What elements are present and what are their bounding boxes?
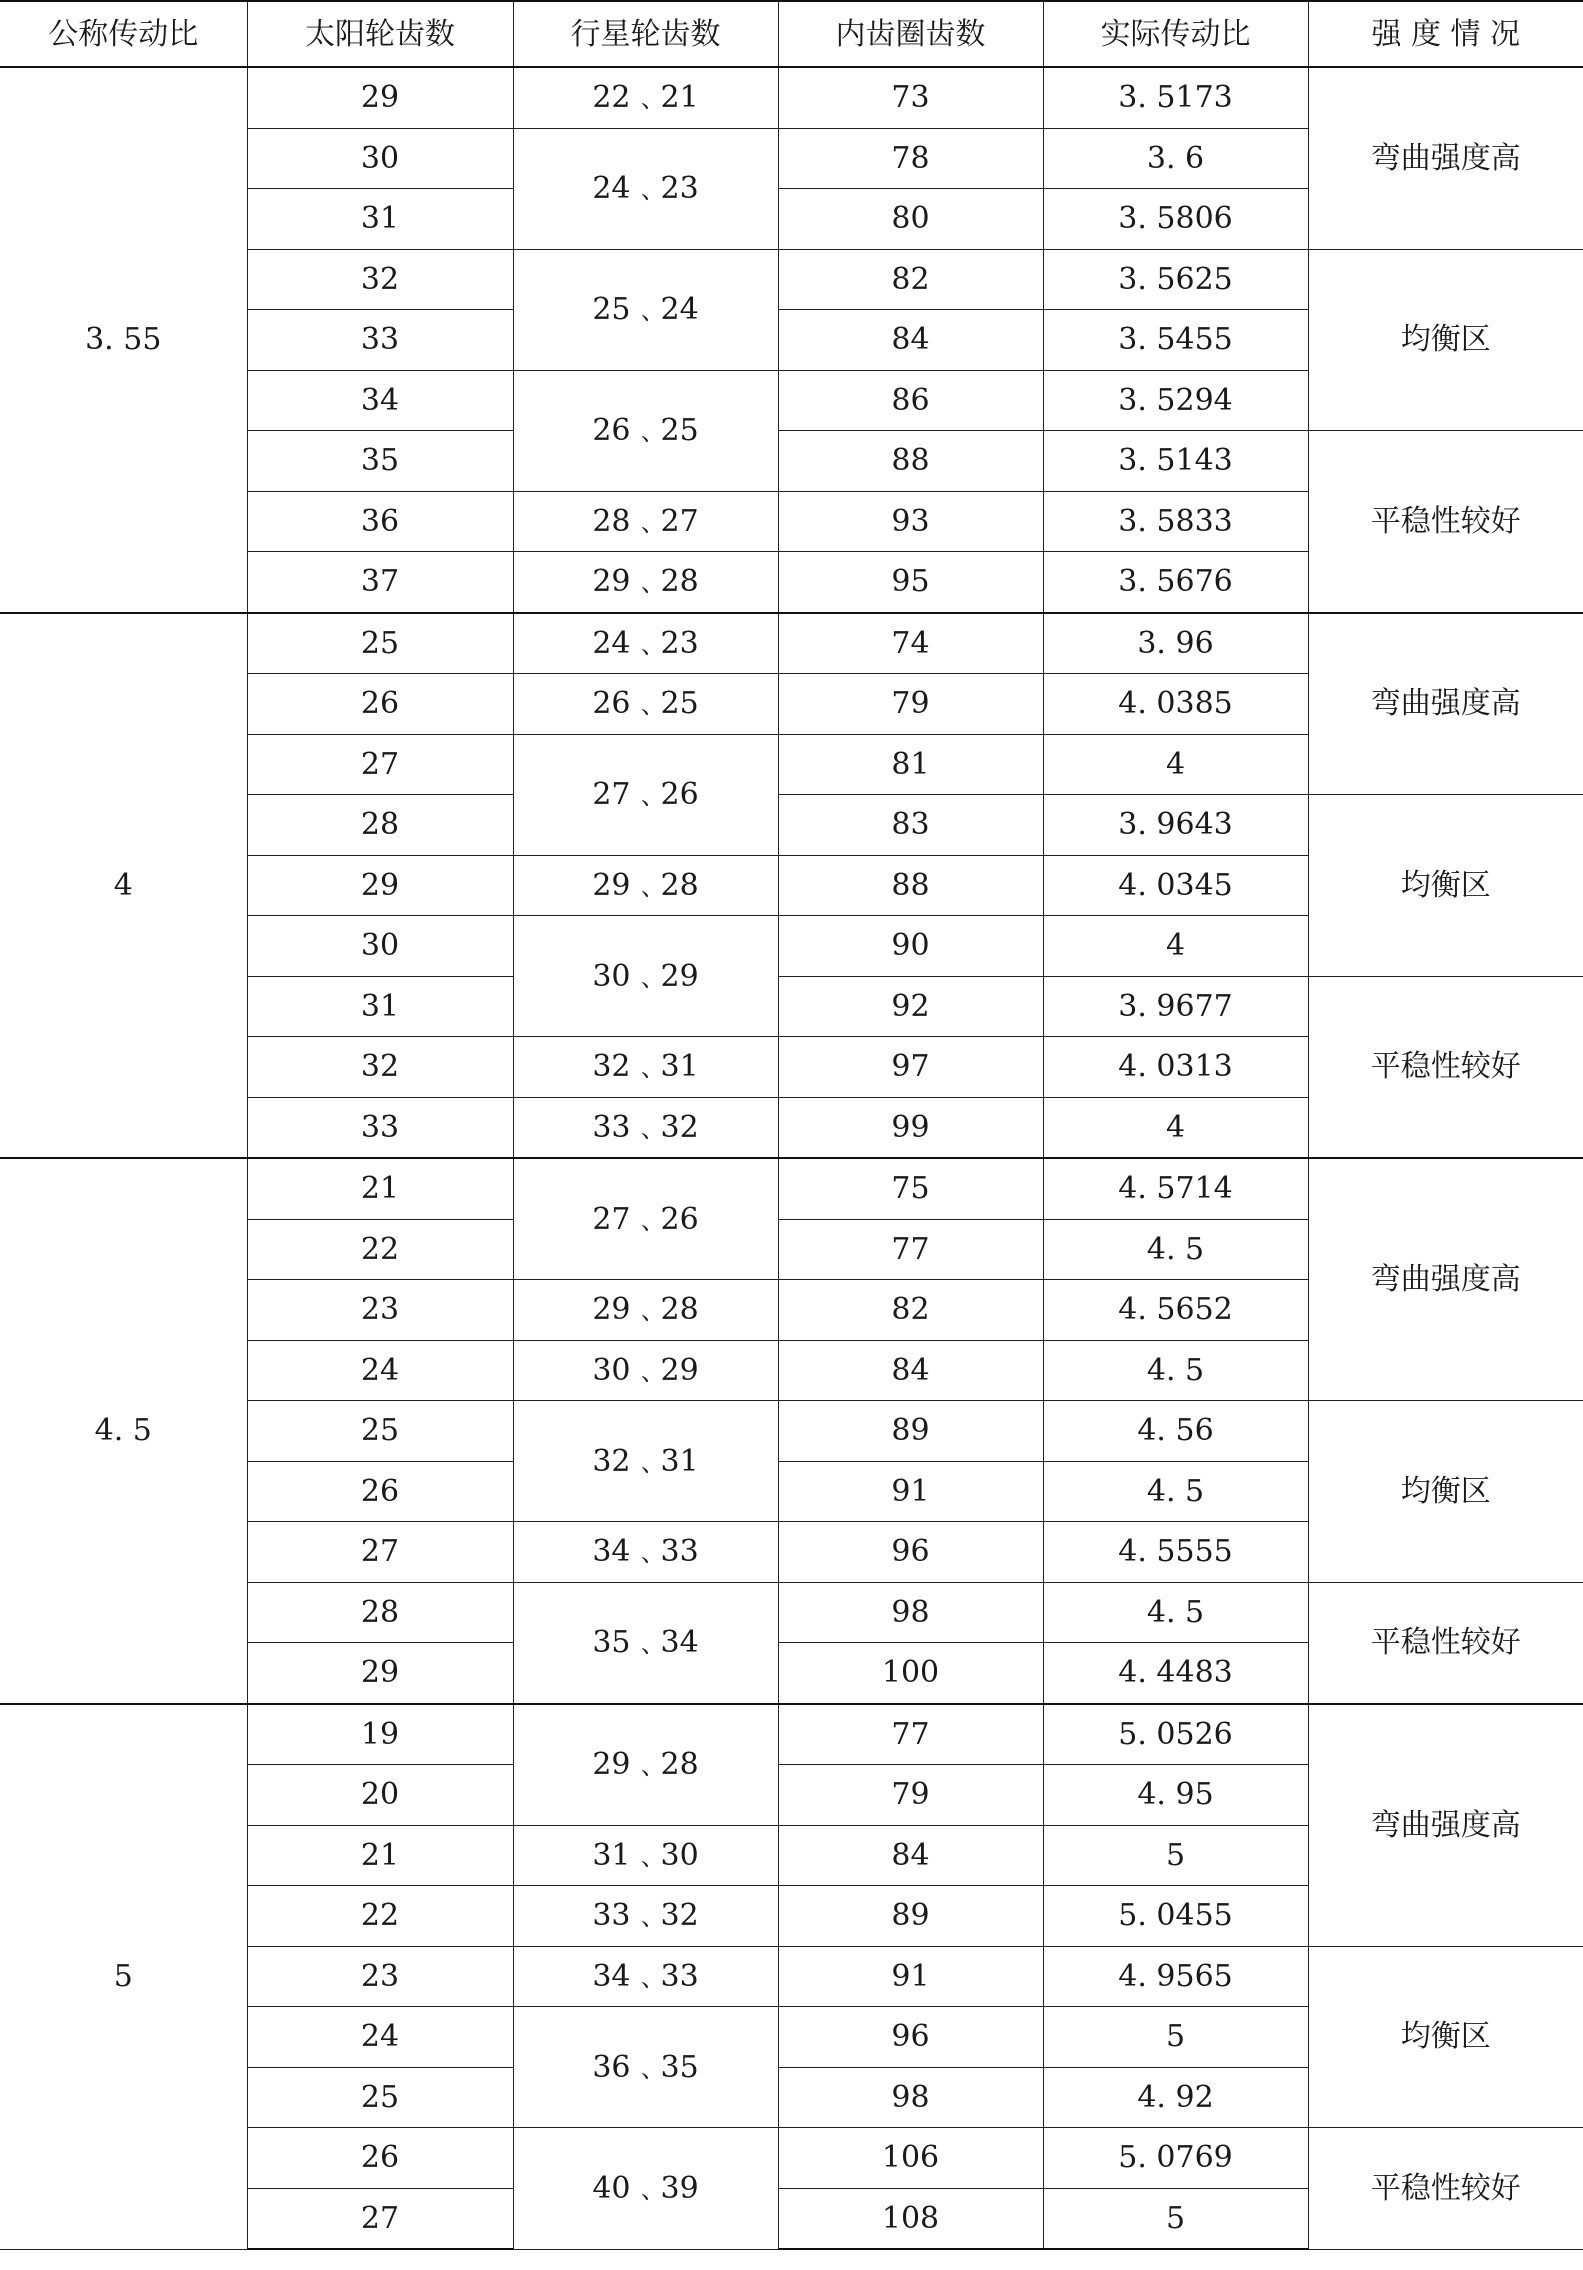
- planet-teeth-cell: 27﹑26: [513, 1158, 778, 1280]
- actual-ratio-cell: 5. 0455: [1043, 1886, 1308, 1947]
- sun-teeth-cell: 29: [247, 1643, 513, 1704]
- planet-teeth-cell: 34﹑33: [513, 1946, 778, 2007]
- ring-teeth-cell: 84: [778, 1340, 1043, 1401]
- sun-teeth-cell: 36: [247, 491, 513, 552]
- ring-teeth-cell: 88: [778, 855, 1043, 916]
- planet-teeth-cell: 34﹑33: [513, 1522, 778, 1583]
- ring-teeth-cell: 79: [778, 1765, 1043, 1826]
- strength-cell: 平稳性较好: [1308, 431, 1583, 613]
- table-row: [0, 613, 1583, 674]
- ring-teeth-cell: 80: [778, 189, 1043, 250]
- nominal-ratio-cell: 4: [0, 613, 247, 1159]
- strength-cell: 弯曲强度高: [1308, 613, 1583, 795]
- actual-ratio-cell: 4. 5: [1043, 1461, 1308, 1522]
- ring-teeth-cell: 89: [778, 1401, 1043, 1462]
- header-strength: 强 度 情 况: [1308, 1, 1583, 67]
- ring-teeth-cell: 86: [778, 370, 1043, 431]
- table-row: [0, 67, 1583, 128]
- sun-teeth-cell: 21: [247, 1158, 513, 1219]
- sun-teeth-cell: 28: [247, 795, 513, 856]
- actual-ratio-cell: 4. 5: [1043, 1340, 1308, 1401]
- sun-teeth-cell: 27: [247, 2188, 513, 2249]
- sun-teeth-cell: 23: [247, 1946, 513, 2007]
- sun-teeth-cell: 37: [247, 552, 513, 613]
- actual-ratio-cell: 5. 0769: [1043, 2128, 1308, 2189]
- planet-teeth-cell: 35﹑34: [513, 1582, 778, 1704]
- header-actual-ratio: 实际传动比: [1043, 1, 1308, 67]
- actual-ratio-cell: 4. 5555: [1043, 1522, 1308, 1583]
- actual-ratio-cell: 5: [1043, 1825, 1308, 1886]
- table-body: [0, 67, 1583, 2249]
- ring-teeth-cell: 91: [778, 1461, 1043, 1522]
- sun-teeth-cell: 30: [247, 916, 513, 977]
- actual-ratio-cell: 4. 5714: [1043, 1158, 1308, 1219]
- planet-teeth-cell: 33﹑32: [513, 1886, 778, 1947]
- sun-teeth-cell: 22: [247, 1219, 513, 1280]
- ring-teeth-cell: 100: [778, 1643, 1043, 1704]
- ring-teeth-cell: 83: [778, 795, 1043, 856]
- sun-teeth-cell: 24: [247, 2007, 513, 2068]
- ring-teeth-cell: 84: [778, 310, 1043, 371]
- sun-teeth-cell: 27: [247, 1522, 513, 1583]
- actual-ratio-cell: 4. 5652: [1043, 1280, 1308, 1341]
- planet-teeth-cell: 29﹑28: [513, 855, 778, 916]
- planet-teeth-cell: 40﹑39: [513, 2128, 778, 2250]
- planet-teeth-cell: 32﹑31: [513, 1037, 778, 1098]
- nominal-ratio-cell: 5: [0, 1704, 247, 2250]
- ring-teeth-cell: 89: [778, 1886, 1043, 1947]
- sun-teeth-cell: 24: [247, 1340, 513, 1401]
- planet-teeth-cell: 29﹑28: [513, 552, 778, 613]
- header-sun-teeth: 太阳轮齿数: [247, 1, 513, 67]
- planet-teeth-cell: 28﹑27: [513, 491, 778, 552]
- actual-ratio-cell: 4. 0345: [1043, 855, 1308, 916]
- strength-cell: 均衡区: [1308, 795, 1583, 977]
- sun-teeth-cell: 21: [247, 1825, 513, 1886]
- sun-teeth-cell: 19: [247, 1704, 513, 1765]
- sun-teeth-cell: 25: [247, 613, 513, 674]
- strength-cell: 均衡区: [1308, 1946, 1583, 2128]
- actual-ratio-cell: 4. 5: [1043, 1219, 1308, 1280]
- table-row: [0, 1704, 1583, 1765]
- sun-teeth-cell: 28: [247, 1582, 513, 1643]
- actual-ratio-cell: 4. 9565: [1043, 1946, 1308, 2007]
- actual-ratio-cell: 3. 9643: [1043, 795, 1308, 856]
- ring-teeth-cell: 90: [778, 916, 1043, 977]
- ring-teeth-cell: 84: [778, 1825, 1043, 1886]
- sun-teeth-cell: 31: [247, 976, 513, 1037]
- sun-teeth-cell: 29: [247, 67, 513, 128]
- sun-teeth-cell: 25: [247, 2067, 513, 2128]
- nominal-ratio-cell: 4. 5: [0, 1158, 247, 1704]
- ring-teeth-cell: 81: [778, 734, 1043, 795]
- ring-teeth-cell: 82: [778, 1280, 1043, 1341]
- actual-ratio-cell: 4: [1043, 916, 1308, 977]
- actual-ratio-cell: 4. 56: [1043, 1401, 1308, 1462]
- planet-teeth-cell: 24﹑23: [513, 613, 778, 674]
- sun-teeth-cell: 29: [247, 855, 513, 916]
- actual-ratio-cell: 4. 95: [1043, 1765, 1308, 1826]
- strength-cell: 平稳性较好: [1308, 2128, 1583, 2250]
- strength-cell: 弯曲强度高: [1308, 1158, 1583, 1401]
- ring-teeth-cell: 96: [778, 1522, 1043, 1583]
- ring-teeth-cell: 92: [778, 976, 1043, 1037]
- sun-teeth-cell: 33: [247, 1097, 513, 1158]
- ring-teeth-cell: 108: [778, 2188, 1043, 2249]
- sun-teeth-cell: 26: [247, 1461, 513, 1522]
- ring-teeth-cell: 95: [778, 552, 1043, 613]
- sun-teeth-cell: 32: [247, 249, 513, 310]
- planet-teeth-cell: 33﹑32: [513, 1097, 778, 1158]
- sun-teeth-cell: 32: [247, 1037, 513, 1098]
- ring-teeth-cell: 74: [778, 613, 1043, 674]
- actual-ratio-cell: 4. 4483: [1043, 1643, 1308, 1704]
- ring-teeth-cell: 78: [778, 128, 1043, 189]
- sun-teeth-cell: 30: [247, 128, 513, 189]
- ring-teeth-cell: 93: [778, 491, 1043, 552]
- ring-teeth-cell: 98: [778, 2067, 1043, 2128]
- ring-teeth-cell: 99: [778, 1097, 1043, 1158]
- sun-teeth-cell: 33: [247, 310, 513, 371]
- sun-teeth-cell: 25: [247, 1401, 513, 1462]
- planet-teeth-cell: 22﹑21: [513, 67, 778, 128]
- planet-teeth-cell: 32﹑31: [513, 1401, 778, 1522]
- actual-ratio-cell: 3. 5143: [1043, 431, 1308, 492]
- ring-teeth-cell: 82: [778, 249, 1043, 310]
- strength-cell: 平稳性较好: [1308, 976, 1583, 1158]
- actual-ratio-cell: 4. 92: [1043, 2067, 1308, 2128]
- ring-teeth-cell: 88: [778, 431, 1043, 492]
- header-row: [0, 1, 1583, 67]
- actual-ratio-cell: 3. 5173: [1043, 67, 1308, 128]
- actual-ratio-cell: 4: [1043, 734, 1308, 795]
- header-ring-teeth: 内齿圈齿数: [778, 1, 1043, 67]
- actual-ratio-cell: 5: [1043, 2188, 1308, 2249]
- actual-ratio-cell: 5: [1043, 2007, 1308, 2068]
- planet-teeth-cell: 25﹑24: [513, 249, 778, 370]
- sun-teeth-cell: 31: [247, 189, 513, 250]
- planet-teeth-cell: 30﹑29: [513, 916, 778, 1037]
- header-nominal-ratio: 公称传动比: [0, 1, 247, 67]
- ring-teeth-cell: 97: [778, 1037, 1043, 1098]
- strength-cell: 平稳性较好: [1308, 1582, 1583, 1704]
- sun-teeth-cell: 34: [247, 370, 513, 431]
- sun-teeth-cell: 35: [247, 431, 513, 492]
- sun-teeth-cell: 26: [247, 2128, 513, 2189]
- sun-teeth-cell: 23: [247, 1280, 513, 1341]
- actual-ratio-cell: 3. 9677: [1043, 976, 1308, 1037]
- ring-teeth-cell: 79: [778, 674, 1043, 735]
- sun-teeth-cell: 26: [247, 674, 513, 735]
- ring-teeth-cell: 98: [778, 1582, 1043, 1643]
- planet-teeth-cell: 26﹑25: [513, 370, 778, 491]
- actual-ratio-cell: 5. 0526: [1043, 1704, 1308, 1765]
- strength-cell: 均衡区: [1308, 249, 1583, 431]
- sun-teeth-cell: 20: [247, 1765, 513, 1826]
- actual-ratio-cell: 3. 96: [1043, 613, 1308, 674]
- actual-ratio-cell: 4. 5: [1043, 1582, 1308, 1643]
- actual-ratio-cell: 3. 5625: [1043, 249, 1308, 310]
- planet-teeth-cell: 36﹑35: [513, 2007, 778, 2128]
- actual-ratio-cell: 4. 0385: [1043, 674, 1308, 735]
- planet-teeth-cell: 31﹑30: [513, 1825, 778, 1886]
- actual-ratio-cell: 3. 5833: [1043, 491, 1308, 552]
- ring-teeth-cell: 96: [778, 2007, 1043, 2068]
- table-row: [0, 1158, 1583, 1219]
- actual-ratio-cell: 3. 5676: [1043, 552, 1308, 613]
- header-planet-teeth: 行星轮齿数: [513, 1, 778, 67]
- actual-ratio-cell: 3. 5806: [1043, 189, 1308, 250]
- ring-teeth-cell: 77: [778, 1219, 1043, 1280]
- actual-ratio-cell: 3. 6: [1043, 128, 1308, 189]
- strength-cell: 弯曲强度高: [1308, 67, 1583, 249]
- actual-ratio-cell: 3. 5294: [1043, 370, 1308, 431]
- actual-ratio-cell: 3. 5455: [1043, 310, 1308, 371]
- ring-teeth-cell: 77: [778, 1704, 1043, 1765]
- planet-teeth-cell: 24﹑23: [513, 128, 778, 249]
- planet-teeth-cell: 29﹑28: [513, 1704, 778, 1826]
- ring-teeth-cell: 106: [778, 2128, 1043, 2189]
- ring-teeth-cell: 75: [778, 1158, 1043, 1219]
- ring-teeth-cell: 73: [778, 67, 1043, 128]
- planet-teeth-cell: 27﹑26: [513, 734, 778, 855]
- planet-teeth-cell: 26﹑25: [513, 674, 778, 735]
- ring-teeth-cell: 91: [778, 1946, 1043, 2007]
- strength-cell: 均衡区: [1308, 1401, 1583, 1583]
- strength-cell: 弯曲强度高: [1308, 1704, 1583, 1947]
- sun-teeth-cell: 22: [247, 1886, 513, 1947]
- sun-teeth-cell: 27: [247, 734, 513, 795]
- table-header: [0, 1, 1583, 67]
- planet-teeth-cell: 30﹑29: [513, 1340, 778, 1401]
- actual-ratio-cell: 4: [1043, 1097, 1308, 1158]
- actual-ratio-cell: 4. 0313: [1043, 1037, 1308, 1098]
- nominal-ratio-cell: 3. 55: [0, 67, 247, 613]
- planet-teeth-cell: 29﹑28: [513, 1280, 778, 1341]
